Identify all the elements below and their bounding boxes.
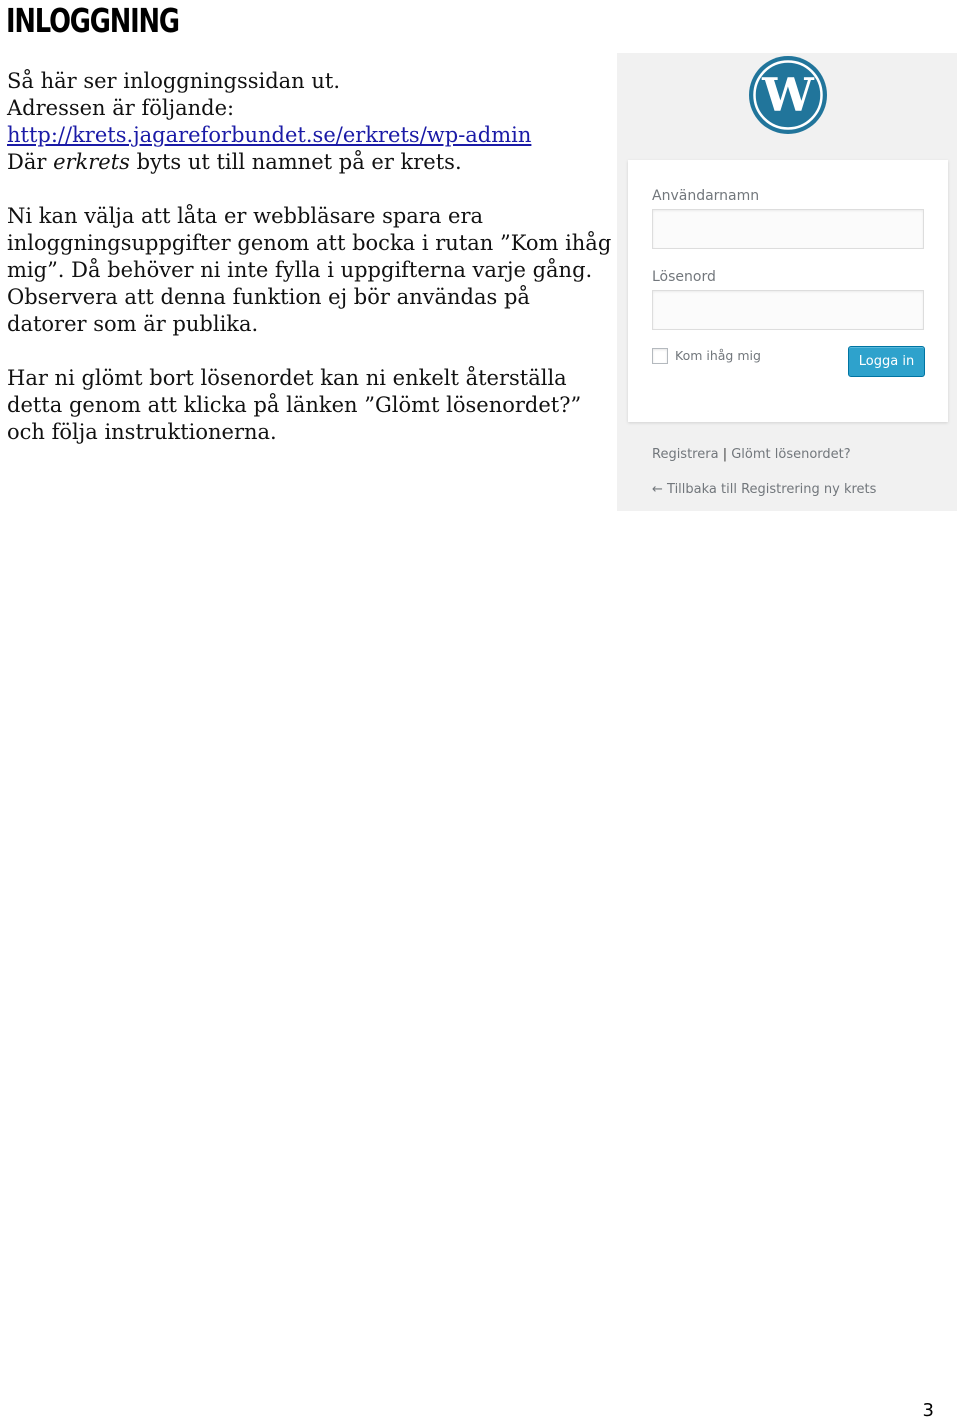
remember-me-label[interactable]: Kom ihåg mig: [675, 348, 761, 363]
remember-line: Ni kan välja att låta er webbläsare spara era: [7, 204, 484, 228]
password-input[interactable]: [652, 290, 924, 330]
forgot-password-link[interactable]: Glömt lösenordet?: [731, 447, 851, 462]
remember-line: Observera att denna funktion ej bör användas på: [7, 285, 530, 309]
remember-line: datorer som är publika.: [7, 312, 259, 336]
page-number: 3: [922, 1400, 934, 1421]
login-button[interactable]: Logga in: [848, 346, 925, 377]
register-link[interactable]: Registrera: [652, 447, 719, 462]
intro-line-1: Så här ser inloggningssidan ut.: [7, 69, 341, 93]
forgot-line: och följa instruktionerna.: [7, 420, 277, 444]
login-nav: [652, 447, 851, 462]
intro-line-4: Där erkrets byts ut till namnet på er krets.: [7, 150, 462, 174]
nav-separator: |: [722, 447, 728, 462]
svg-text:W: W: [762, 68, 814, 122]
login-form: [628, 160, 948, 422]
remember-me-checkbox[interactable]: [652, 348, 668, 364]
password-label: Lösenord: [652, 269, 716, 285]
intro-paragraph: [7, 68, 607, 176]
intro-line-2: Adressen är följande:: [7, 96, 235, 120]
page-heading: INLOGGNING: [6, 1, 179, 40]
back-to-site-link[interactable]: ← Tillbaka till Registrering ny krets: [652, 482, 877, 497]
forgot-line: Har ni glömt bort lösenordet kan ni enkelt återställa: [7, 366, 567, 390]
admin-url-link[interactable]: http://krets.jagareforbundet.se/erkrets/wp-admin: [7, 123, 532, 147]
remember-line: mig”. Då behöver ni inte fylla i uppgifterna varje gång.: [7, 258, 593, 282]
forgot-line: detta genom att klicka på länken ”Glömt lösenordet?”: [7, 393, 582, 417]
krets-placeholder: erkrets: [53, 150, 130, 174]
username-label: Användarnamn: [652, 188, 760, 204]
username-input[interactable]: [652, 209, 924, 249]
remember-line: inloggningsuppgifter genom att bocka i rutan ”Kom ihåg: [7, 231, 612, 255]
remember-paragraph: [7, 203, 612, 338]
wordpress-login-screenshot: [617, 53, 957, 511]
wordpress-logo-icon[interactable]: [748, 55, 828, 135]
instructions-text: [7, 68, 612, 446]
forgot-paragraph: [7, 365, 607, 446]
